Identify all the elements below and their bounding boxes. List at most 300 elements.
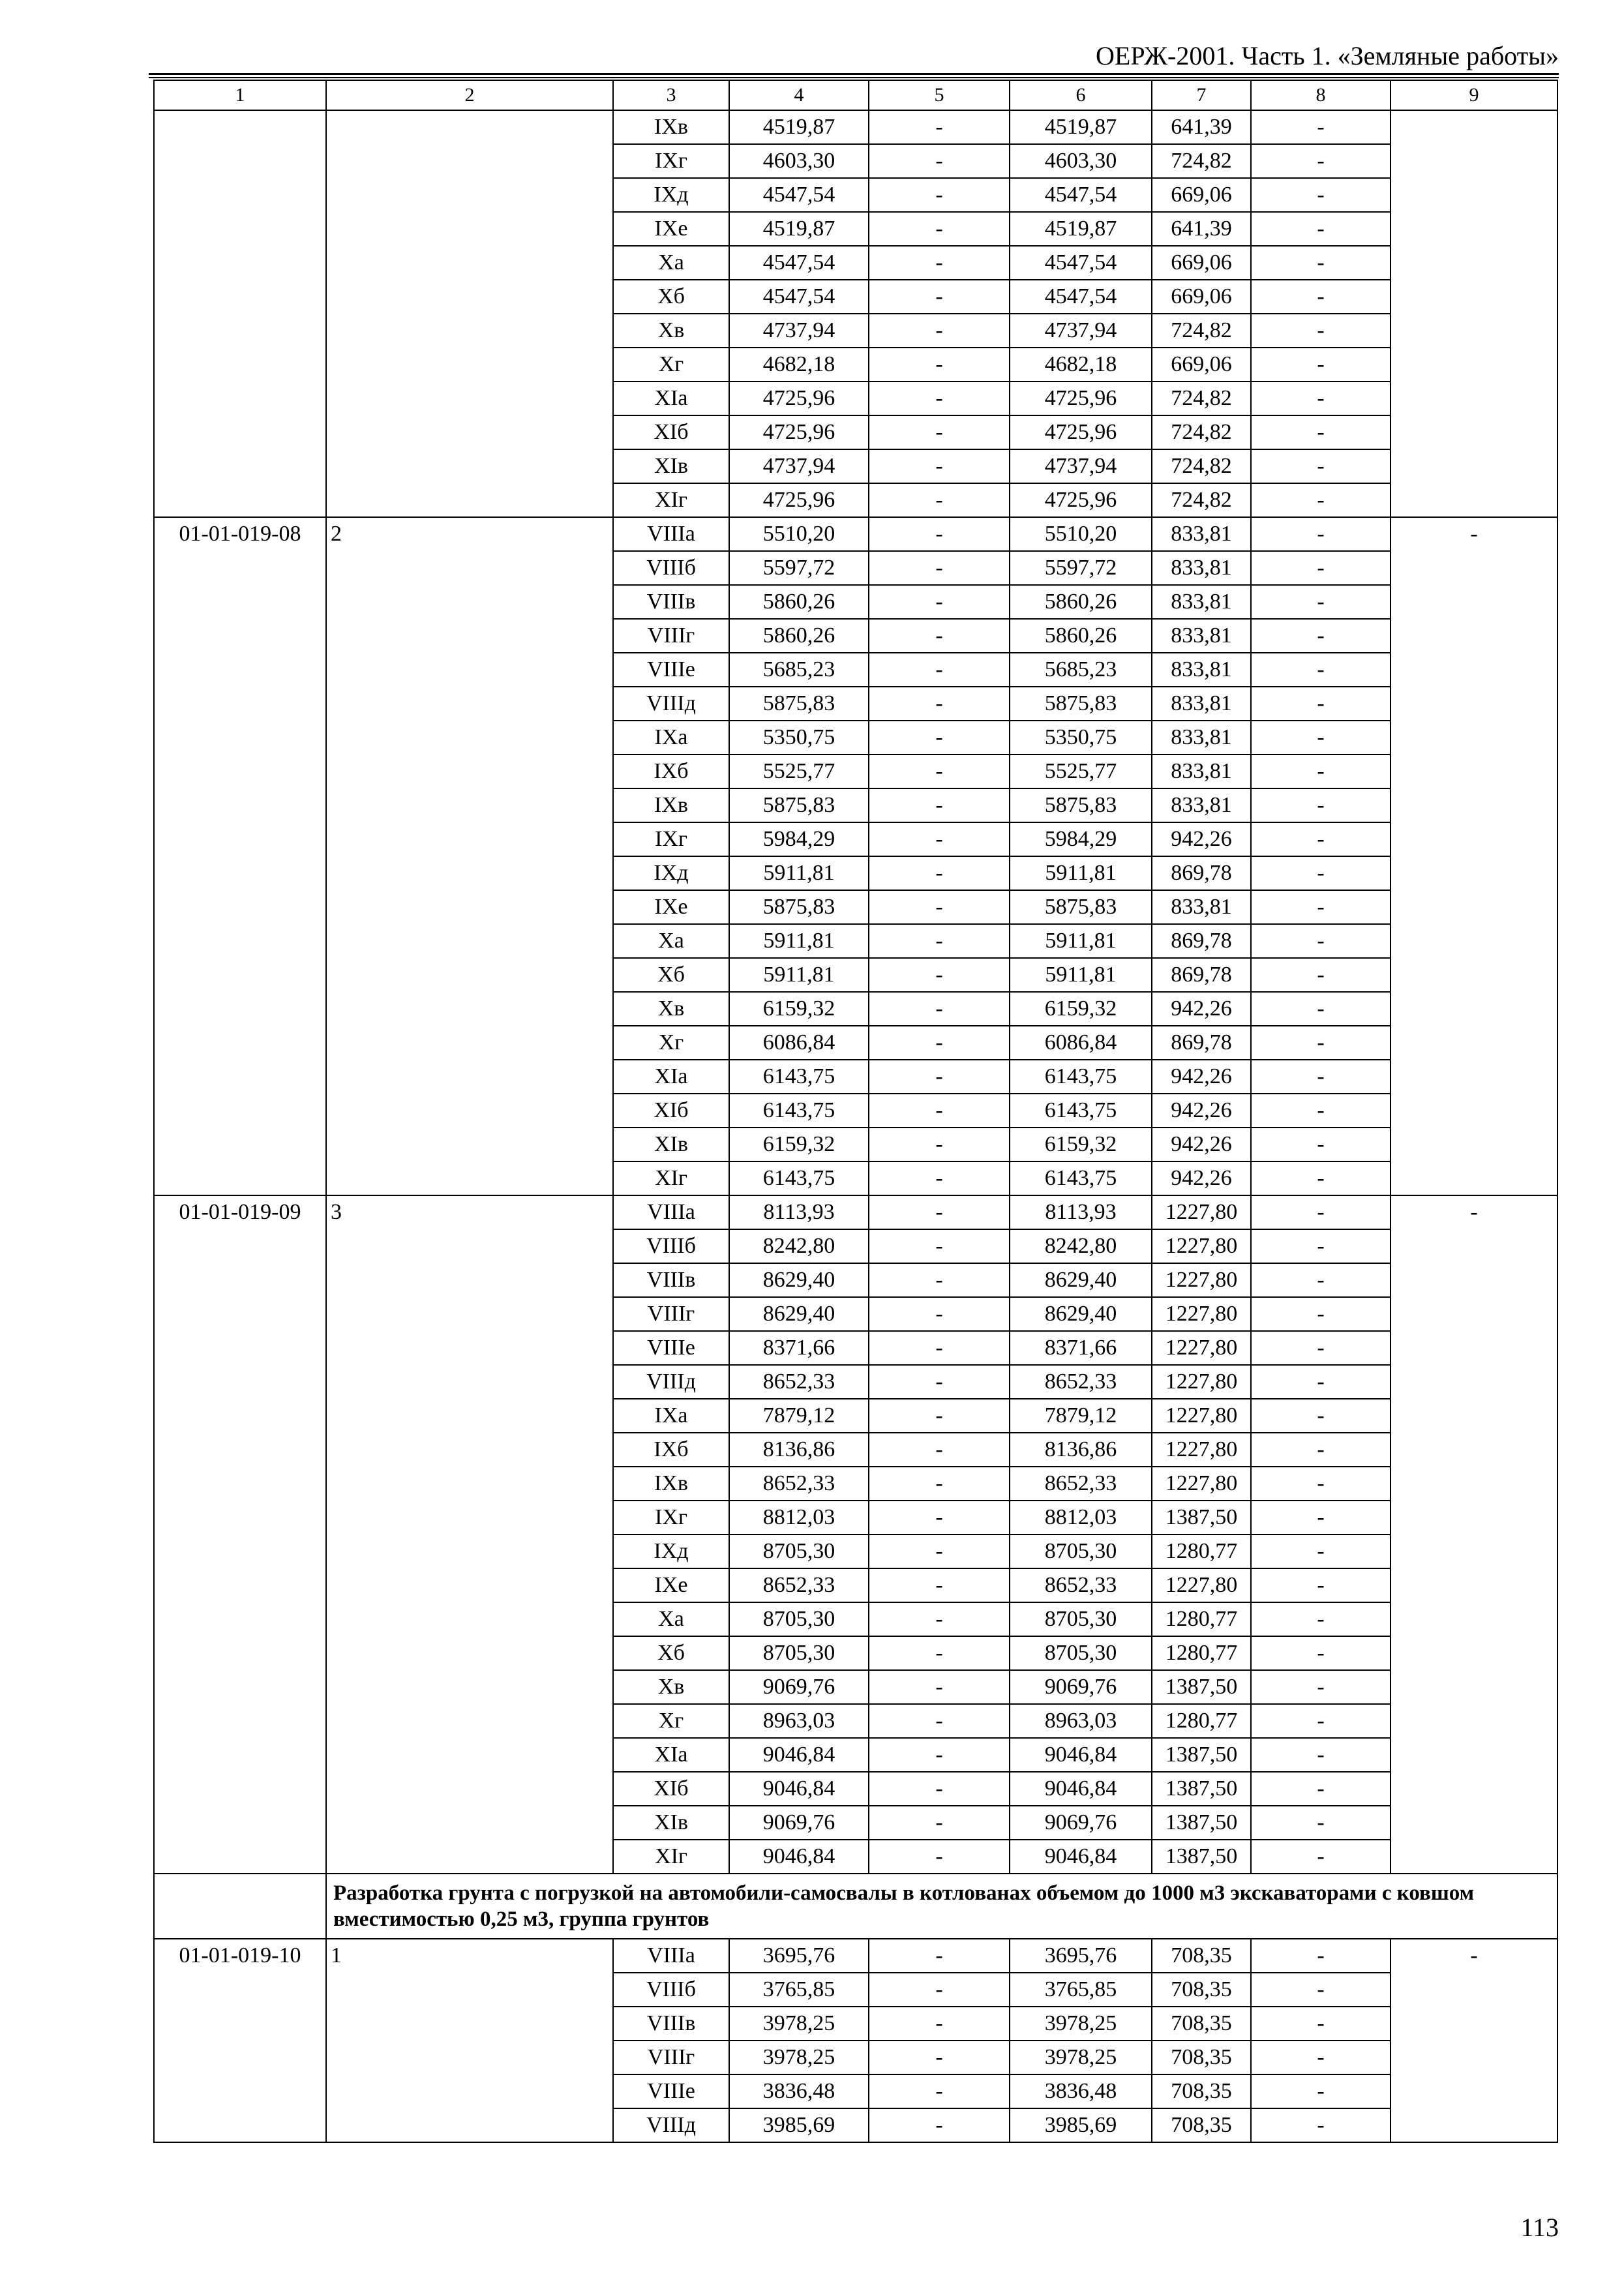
total-cost-cell: 8113,93: [729, 1195, 869, 1229]
header-rule-secondary: [149, 77, 1559, 78]
materials-cell: -: [1251, 2007, 1391, 2041]
total-cost-cell: 4547,54: [729, 280, 869, 314]
total-cost-cell: 3695,76: [729, 1939, 869, 1973]
equipment-cell: -: [1391, 1195, 1557, 1874]
soil-group-cell: VIIIб: [613, 1973, 729, 2007]
total-cost-cell: 8705,30: [729, 1602, 869, 1636]
operator-wage-cell: 942,26: [1152, 992, 1251, 1026]
operator-wage-cell: 724,82: [1152, 144, 1251, 178]
total-cost-cell: 4603,30: [729, 144, 869, 178]
total-cost-cell: 3978,25: [729, 2041, 869, 2074]
soil-group-cell: XIг: [613, 1161, 729, 1195]
rate-code-cell: [154, 110, 326, 517]
machine-cost-cell: 4682,18: [1010, 348, 1152, 382]
operator-wage-cell: 1387,50: [1152, 1772, 1251, 1806]
worker-wage-cell: -: [869, 1670, 1010, 1704]
machine-cost-cell: 4725,96: [1010, 415, 1152, 449]
operator-wage-cell: 869,78: [1152, 924, 1251, 958]
operator-wage-cell: 942,26: [1152, 1094, 1251, 1128]
soil-group-cell: IXе: [613, 890, 729, 924]
total-cost-cell: 6143,75: [729, 1161, 869, 1195]
soil-group-cell: IXб: [613, 1433, 729, 1467]
materials-cell: -: [1251, 856, 1391, 890]
machine-cost-cell: 4737,94: [1010, 314, 1152, 348]
operator-wage-cell: 1280,77: [1152, 1704, 1251, 1738]
machine-cost-cell: 5911,81: [1010, 958, 1152, 992]
table-row: [154, 517, 1557, 551]
materials-cell: -: [1251, 348, 1391, 382]
materials-cell: -: [1251, 1467, 1391, 1501]
soil-group-cell: VIIIд: [613, 1365, 729, 1399]
soil-group-cell: IXа: [613, 721, 729, 755]
total-cost-cell: 5685,23: [729, 653, 869, 687]
worker-wage-cell: -: [869, 1433, 1010, 1467]
soil-group-cell: IXд: [613, 856, 729, 890]
machine-cost-cell: 5350,75: [1010, 721, 1152, 755]
worker-wage-cell: -: [869, 348, 1010, 382]
worker-wage-cell: -: [869, 517, 1010, 551]
materials-cell: -: [1251, 1738, 1391, 1772]
materials-cell: -: [1251, 1094, 1391, 1128]
operator-wage-cell: 1227,80: [1152, 1331, 1251, 1365]
machine-cost-cell: 6143,75: [1010, 1161, 1152, 1195]
operator-wage-cell: 1227,80: [1152, 1568, 1251, 1602]
total-cost-cell: 4737,94: [729, 314, 869, 348]
operator-wage-cell: 708,35: [1152, 1973, 1251, 2007]
operator-wage-cell: 708,35: [1152, 2007, 1251, 2041]
worker-wage-cell: -: [869, 2041, 1010, 2074]
worker-wage-cell: -: [869, 1738, 1010, 1772]
total-cost-cell: 8705,30: [729, 1534, 869, 1568]
soil-group-cell: Xв: [613, 992, 729, 1026]
materials-cell: -: [1251, 1636, 1391, 1670]
machine-cost-cell: 8705,30: [1010, 1636, 1152, 1670]
total-cost-cell: 4519,87: [729, 110, 869, 144]
worker-wage-cell: -: [869, 1636, 1010, 1670]
materials-cell: -: [1251, 483, 1391, 517]
total-cost-cell: 5911,81: [729, 856, 869, 890]
soil-group-cell: XIг: [613, 1840, 729, 1874]
worker-wage-cell: -: [869, 314, 1010, 348]
machine-cost-cell: 6143,75: [1010, 1094, 1152, 1128]
total-cost-cell: 4725,96: [729, 382, 869, 415]
total-cost-cell: 4725,96: [729, 415, 869, 449]
machine-cost-cell: 8371,66: [1010, 1331, 1152, 1365]
machine-cost-cell: 4519,87: [1010, 110, 1152, 144]
rate-code-cell: 01-01-019-09: [154, 1195, 326, 1874]
materials-cell: -: [1251, 1840, 1391, 1874]
table-row: [154, 1939, 1557, 1973]
total-cost-cell: 8629,40: [729, 1263, 869, 1297]
machine-cost-cell: 8963,03: [1010, 1704, 1152, 1738]
column-number: 4: [729, 80, 869, 110]
materials-cell: -: [1251, 144, 1391, 178]
soil-group-cell: Xв: [613, 1670, 729, 1704]
machine-cost-cell: 8113,93: [1010, 1195, 1152, 1229]
soil-group-cell: IXа: [613, 1399, 729, 1433]
machine-cost-cell: 7879,12: [1010, 1399, 1152, 1433]
operator-wage-cell: 869,78: [1152, 958, 1251, 992]
machine-cost-cell: 3978,25: [1010, 2007, 1152, 2041]
operator-wage-cell: 1227,80: [1152, 1263, 1251, 1297]
worker-wage-cell: -: [869, 280, 1010, 314]
materials-cell: -: [1251, 992, 1391, 1026]
worker-wage-cell: -: [869, 1195, 1010, 1229]
worker-wage-cell: -: [869, 1973, 1010, 2007]
worker-wage-cell: -: [869, 687, 1010, 721]
soil-group-cell: XIа: [613, 1738, 729, 1772]
machine-cost-cell: 8652,33: [1010, 1568, 1152, 1602]
soil-group-cell: VIIIв: [613, 1263, 729, 1297]
soil-group-cell: Xа: [613, 1602, 729, 1636]
materials-cell: -: [1251, 585, 1391, 619]
materials-cell: -: [1251, 1939, 1391, 1973]
rates-table: [153, 80, 1558, 2143]
worker-wage-cell: -: [869, 1229, 1010, 1263]
worker-wage-cell: -: [869, 924, 1010, 958]
materials-cell: -: [1251, 1806, 1391, 1840]
materials-cell: -: [1251, 1331, 1391, 1365]
worker-wage-cell: -: [869, 619, 1010, 653]
materials-cell: -: [1251, 1568, 1391, 1602]
machine-cost-cell: 3985,69: [1010, 2108, 1152, 2142]
materials-cell: -: [1251, 1772, 1391, 1806]
soil-group-cell: IXд: [613, 178, 729, 212]
operator-wage-cell: 833,81: [1152, 517, 1251, 551]
worker-wage-cell: -: [869, 551, 1010, 585]
worker-wage-cell: -: [869, 1501, 1010, 1534]
parameter-cell: 1: [326, 1939, 613, 2142]
machine-cost-cell: 4603,30: [1010, 144, 1152, 178]
worker-wage-cell: -: [869, 890, 1010, 924]
worker-wage-cell: -: [869, 1602, 1010, 1636]
operator-wage-cell: 833,81: [1152, 687, 1251, 721]
soil-group-cell: Xб: [613, 280, 729, 314]
table-row: [154, 1195, 1557, 1229]
operator-wage-cell: 1227,80: [1152, 1365, 1251, 1399]
worker-wage-cell: -: [869, 1704, 1010, 1738]
soil-group-cell: IXд: [613, 1534, 729, 1568]
materials-cell: -: [1251, 280, 1391, 314]
soil-group-cell: VIIIе: [613, 2074, 729, 2108]
materials-cell: -: [1251, 1161, 1391, 1195]
operator-wage-cell: 833,81: [1152, 890, 1251, 924]
header-rule: [149, 73, 1559, 75]
equipment-cell: [1391, 110, 1557, 517]
materials-cell: -: [1251, 1670, 1391, 1704]
operator-wage-cell: 641,39: [1152, 212, 1251, 246]
worker-wage-cell: -: [869, 2108, 1010, 2142]
operator-wage-cell: 1280,77: [1152, 1636, 1251, 1670]
machine-cost-cell: 6159,32: [1010, 1128, 1152, 1161]
materials-cell: -: [1251, 822, 1391, 856]
worker-wage-cell: -: [869, 449, 1010, 483]
total-cost-cell: 5875,83: [729, 890, 869, 924]
soil-group-cell: XIа: [613, 1060, 729, 1094]
worker-wage-cell: -: [869, 1161, 1010, 1195]
soil-group-cell: IXе: [613, 212, 729, 246]
machine-cost-cell: 9046,84: [1010, 1772, 1152, 1806]
section-title: Разработка грунта с погрузкой на автомобили-самосвалы в котлованах объемом до 1000 м3 экскаваторами с ковшом вместимостью 0,25 м3, группа грунтов: [326, 1874, 1557, 1939]
operator-wage-cell: 708,35: [1152, 1939, 1251, 1973]
operator-wage-cell: 1227,80: [1152, 1399, 1251, 1433]
materials-cell: -: [1251, 212, 1391, 246]
materials-cell: -: [1251, 721, 1391, 755]
parameter-cell: [326, 110, 613, 517]
worker-wage-cell: -: [869, 1128, 1010, 1161]
worker-wage-cell: -: [869, 755, 1010, 788]
soil-group-cell: VIIIб: [613, 551, 729, 585]
table-body: [154, 80, 1557, 2142]
materials-cell: -: [1251, 619, 1391, 653]
soil-group-cell: Xб: [613, 1636, 729, 1670]
machine-cost-cell: 5875,83: [1010, 890, 1152, 924]
operator-wage-cell: 942,26: [1152, 1128, 1251, 1161]
operator-wage-cell: 724,82: [1152, 483, 1251, 517]
total-cost-cell: 8963,03: [729, 1704, 869, 1738]
total-cost-cell: 3978,25: [729, 2007, 869, 2041]
operator-wage-cell: 724,82: [1152, 314, 1251, 348]
total-cost-cell: 9069,76: [729, 1806, 869, 1840]
materials-cell: -: [1251, 788, 1391, 822]
equipment-cell: -: [1391, 1939, 1557, 2142]
worker-wage-cell: -: [869, 1840, 1010, 1874]
machine-cost-cell: 5597,72: [1010, 551, 1152, 585]
worker-wage-cell: -: [869, 1806, 1010, 1840]
operator-wage-cell: 641,39: [1152, 110, 1251, 144]
machine-cost-cell: 8629,40: [1010, 1297, 1152, 1331]
soil-group-cell: VIIIб: [613, 1229, 729, 1263]
table-row: [154, 110, 1557, 144]
worker-wage-cell: -: [869, 1263, 1010, 1297]
materials-cell: -: [1251, 958, 1391, 992]
machine-cost-cell: 4725,96: [1010, 483, 1152, 517]
section-spacer-cell: [154, 1874, 326, 1939]
total-cost-cell: 4547,54: [729, 178, 869, 212]
materials-cell: -: [1251, 382, 1391, 415]
machine-cost-cell: 4547,54: [1010, 246, 1152, 280]
machine-cost-cell: 6159,32: [1010, 992, 1152, 1026]
worker-wage-cell: -: [869, 822, 1010, 856]
machine-cost-cell: 5860,26: [1010, 585, 1152, 619]
total-cost-cell: 6159,32: [729, 1128, 869, 1161]
machine-cost-cell: 9069,76: [1010, 1806, 1152, 1840]
operator-wage-cell: 1227,80: [1152, 1297, 1251, 1331]
operator-wage-cell: 724,82: [1152, 415, 1251, 449]
soil-group-cell: VIIIд: [613, 687, 729, 721]
soil-group-cell: XIг: [613, 483, 729, 517]
equipment-cell: -: [1391, 517, 1557, 1195]
worker-wage-cell: -: [869, 788, 1010, 822]
running-header: ОЕРЖ-2001. Часть 1. «Земляные работы»: [1096, 41, 1559, 70]
worker-wage-cell: -: [869, 1297, 1010, 1331]
worker-wage-cell: -: [869, 653, 1010, 687]
operator-wage-cell: 942,26: [1152, 1060, 1251, 1094]
soil-group-cell: Xг: [613, 348, 729, 382]
total-cost-cell: 6143,75: [729, 1060, 869, 1094]
soil-group-cell: IXг: [613, 1501, 729, 1534]
operator-wage-cell: 1227,80: [1152, 1433, 1251, 1467]
total-cost-cell: 5911,81: [729, 958, 869, 992]
worker-wage-cell: -: [869, 212, 1010, 246]
total-cost-cell: 5860,26: [729, 619, 869, 653]
soil-group-cell: Xа: [613, 246, 729, 280]
soil-group-cell: VIIIв: [613, 2007, 729, 2041]
operator-wage-cell: 869,78: [1152, 856, 1251, 890]
rate-code-cell: 01-01-019-08: [154, 517, 326, 1195]
total-cost-cell: 9046,84: [729, 1738, 869, 1772]
machine-cost-cell: 6086,84: [1010, 1026, 1152, 1060]
total-cost-cell: 5875,83: [729, 788, 869, 822]
soil-group-cell: VIIIа: [613, 1939, 729, 1973]
column-number: 8: [1251, 80, 1391, 110]
operator-wage-cell: 1227,80: [1152, 1229, 1251, 1263]
materials-cell: -: [1251, 2041, 1391, 2074]
soil-group-cell: VIIIе: [613, 1331, 729, 1365]
total-cost-cell: 5911,81: [729, 924, 869, 958]
soil-group-cell: IXб: [613, 755, 729, 788]
soil-group-cell: VIIIа: [613, 1195, 729, 1229]
total-cost-cell: 5525,77: [729, 755, 869, 788]
machine-cost-cell: 4737,94: [1010, 449, 1152, 483]
soil-group-cell: XIа: [613, 382, 729, 415]
machine-cost-cell: 4519,87: [1010, 212, 1152, 246]
soil-group-cell: XIв: [613, 449, 729, 483]
operator-wage-cell: 942,26: [1152, 1161, 1251, 1195]
machine-cost-cell: 5875,83: [1010, 687, 1152, 721]
page-number: 113: [1520, 2213, 1559, 2242]
machine-cost-cell: 4547,54: [1010, 280, 1152, 314]
column-number: 6: [1010, 80, 1152, 110]
worker-wage-cell: -: [869, 1094, 1010, 1128]
machine-cost-cell: 6143,75: [1010, 1060, 1152, 1094]
operator-wage-cell: 724,82: [1152, 449, 1251, 483]
materials-cell: -: [1251, 1433, 1391, 1467]
worker-wage-cell: -: [869, 1026, 1010, 1060]
operator-wage-cell: 833,81: [1152, 721, 1251, 755]
machine-cost-cell: 3836,48: [1010, 2074, 1152, 2108]
materials-cell: -: [1251, 246, 1391, 280]
soil-group-cell: Xг: [613, 1704, 729, 1738]
total-cost-cell: 8652,33: [729, 1568, 869, 1602]
section-title-row: [154, 1874, 1557, 1939]
machine-cost-cell: 4547,54: [1010, 178, 1152, 212]
machine-cost-cell: 5911,81: [1010, 924, 1152, 958]
operator-wage-cell: 942,26: [1152, 822, 1251, 856]
total-cost-cell: 5875,83: [729, 687, 869, 721]
operator-wage-cell: 669,06: [1152, 246, 1251, 280]
worker-wage-cell: -: [869, 1568, 1010, 1602]
operator-wage-cell: 869,78: [1152, 1026, 1251, 1060]
operator-wage-cell: 708,35: [1152, 2108, 1251, 2142]
total-cost-cell: 5350,75: [729, 721, 869, 755]
materials-cell: -: [1251, 1704, 1391, 1738]
operator-wage-cell: 833,81: [1152, 619, 1251, 653]
soil-group-cell: VIIIг: [613, 1297, 729, 1331]
machine-cost-cell: 5525,77: [1010, 755, 1152, 788]
materials-cell: -: [1251, 755, 1391, 788]
materials-cell: -: [1251, 890, 1391, 924]
operator-wage-cell: 833,81: [1152, 653, 1251, 687]
materials-cell: -: [1251, 1501, 1391, 1534]
column-number: 2: [326, 80, 613, 110]
machine-cost-cell: 5685,23: [1010, 653, 1152, 687]
operator-wage-cell: 669,06: [1152, 280, 1251, 314]
machine-cost-cell: 8705,30: [1010, 1602, 1152, 1636]
soil-group-cell: IXг: [613, 144, 729, 178]
machine-cost-cell: 9046,84: [1010, 1840, 1152, 1874]
soil-group-cell: Xа: [613, 924, 729, 958]
materials-cell: -: [1251, 1534, 1391, 1568]
worker-wage-cell: -: [869, 1399, 1010, 1433]
total-cost-cell: 5510,20: [729, 517, 869, 551]
total-cost-cell: 8812,03: [729, 1501, 869, 1534]
operator-wage-cell: 833,81: [1152, 551, 1251, 585]
soil-group-cell: IXг: [613, 822, 729, 856]
rate-code-cell: 01-01-019-10: [154, 1939, 326, 2142]
operator-wage-cell: 708,35: [1152, 2041, 1251, 2074]
soil-group-cell: Xб: [613, 958, 729, 992]
total-cost-cell: 8705,30: [729, 1636, 869, 1670]
worker-wage-cell: -: [869, 1060, 1010, 1094]
machine-cost-cell: 5875,83: [1010, 788, 1152, 822]
total-cost-cell: 4725,96: [729, 483, 869, 517]
machine-cost-cell: 8652,33: [1010, 1467, 1152, 1501]
column-number: 3: [613, 80, 729, 110]
operator-wage-cell: 1280,77: [1152, 1534, 1251, 1568]
total-cost-cell: 4547,54: [729, 246, 869, 280]
operator-wage-cell: 1387,50: [1152, 1738, 1251, 1772]
materials-cell: -: [1251, 1602, 1391, 1636]
machine-cost-cell: 9069,76: [1010, 1670, 1152, 1704]
total-cost-cell: 6086,84: [729, 1026, 869, 1060]
operator-wage-cell: 833,81: [1152, 585, 1251, 619]
worker-wage-cell: -: [869, 1365, 1010, 1399]
total-cost-cell: 4682,18: [729, 348, 869, 382]
materials-cell: -: [1251, 2074, 1391, 2108]
machine-cost-cell: 8705,30: [1010, 1534, 1152, 1568]
column-number: 9: [1391, 80, 1557, 110]
worker-wage-cell: -: [869, 110, 1010, 144]
operator-wage-cell: 833,81: [1152, 755, 1251, 788]
worker-wage-cell: -: [869, 382, 1010, 415]
soil-group-cell: VIIIа: [613, 517, 729, 551]
total-cost-cell: 4519,87: [729, 212, 869, 246]
machine-cost-cell: 8652,33: [1010, 1365, 1152, 1399]
operator-wage-cell: 1280,77: [1152, 1602, 1251, 1636]
soil-group-cell: IXв: [613, 110, 729, 144]
materials-cell: -: [1251, 110, 1391, 144]
soil-group-cell: Xг: [613, 1026, 729, 1060]
materials-cell: -: [1251, 1026, 1391, 1060]
materials-cell: -: [1251, 1365, 1391, 1399]
soil-group-cell: VIIIе: [613, 653, 729, 687]
worker-wage-cell: -: [869, 585, 1010, 619]
worker-wage-cell: -: [869, 415, 1010, 449]
total-cost-cell: 8629,40: [729, 1297, 869, 1331]
machine-cost-cell: 5860,26: [1010, 619, 1152, 653]
soil-group-cell: Xв: [613, 314, 729, 348]
soil-group-cell: IXв: [613, 788, 729, 822]
worker-wage-cell: -: [869, 721, 1010, 755]
column-number: 5: [869, 80, 1010, 110]
soil-group-cell: XIв: [613, 1128, 729, 1161]
column-number-row: [154, 80, 1557, 110]
total-cost-cell: 8136,86: [729, 1433, 869, 1467]
worker-wage-cell: -: [869, 178, 1010, 212]
total-cost-cell: 9046,84: [729, 1840, 869, 1874]
materials-cell: -: [1251, 653, 1391, 687]
